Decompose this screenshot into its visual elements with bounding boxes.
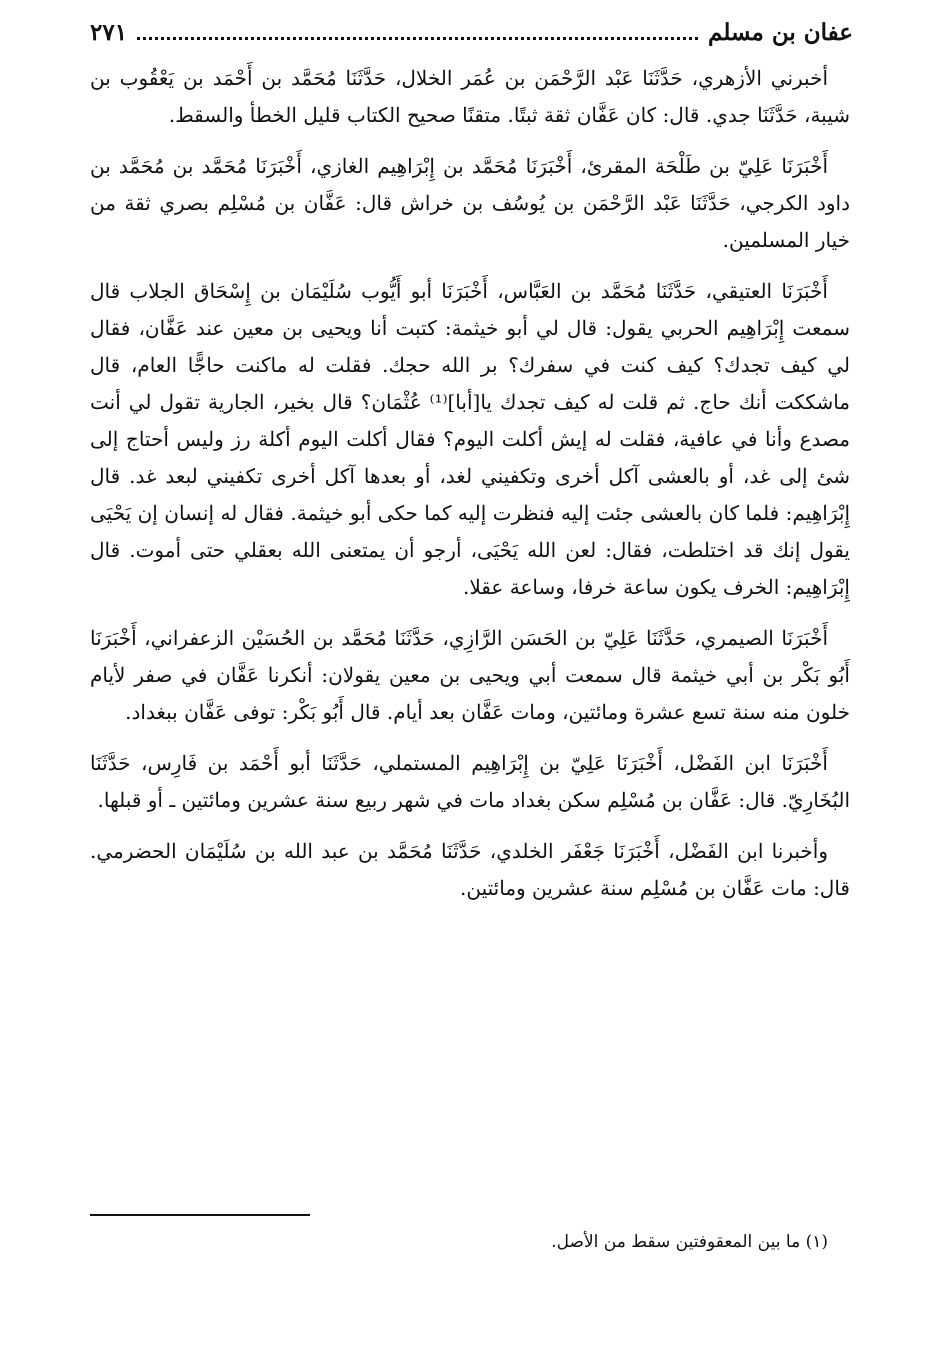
page-number: ٢٧١ (90, 18, 128, 46)
paragraph: وأخبرنا ابن الفَضْل، أَخْبَرَنَا جَعْفَر الخلدي، حَدَّثَنَا مُحَمَّد بن عبد الله بن سُلَيْمَان الحضرمي. قال: مات عَفَّان بن مُسْلِم سنة عشرين ومائتين. (90, 839, 850, 900)
paragraph: أَخْبَرَنَا الصيمري، حَدَّثَنَا عَلِيّ بن الحَسَن الرَّازِي، حَدَّثَنَا مُحَمَّد بن الحُسَيْن الزعفراني، أَخْبَرَنَا أَبُو بَكْر بن أبي خيثمة قال سمعت أبي ويحيى بن معين يقولان: أنكرنا عَفَّان في صفر لأيام خلون منه سنة تسع عشرة ومائتين، ومات عَفَّان بعد أيام. قال أَبُو بَكْر: توفى عَفَّان ببغداد. (90, 626, 850, 724)
running-title: عفان بن مسلم (708, 18, 853, 46)
footnote: (١) ما بين المعقوفتين سقط من الأصل. (551, 1232, 828, 1252)
paragraph: أخبرني الأزهري، حَدَّثَنَا عَبْد الرَّحْمَن بن عُمَر الخلال، حَدَّثَنَا مُحَمَّد بن أَحْمَد بن يَعْقُوب بن شيبة، حَدَّثَنَا جدي. قال: كان عَفَّان ثقة ثبتًا. متقنًا صحيح الكتاب قليل الخطأ والسقط. (90, 66, 850, 127)
main-text (90, 60, 850, 921)
paragraph: أَخْبَرَنَا ابن الفَضْل، أَخْبَرَنَا عَلِيّ بن إِبْرَاهِيم المستملي، حَدَّثَنَا أبو أَحْمَد بن فَارِس، حَدَّثَنَا البُخَارِيّ. قال: عَفَّان بن مُسْلِم سكن بغداد مات في شهر ربيع سنة عشرين ومائتين ـ أو قبلها. (90, 751, 850, 812)
dotted-leader (137, 37, 698, 40)
running-header (90, 14, 853, 50)
footnote-divider (90, 1214, 310, 1216)
paragraph: أَخْبَرَنَا العتيقي، حَدَّثَنَا مُحَمَّد بن العَبَّاس، أَخْبَرَنَا أبو أَيُّوب سُلَيْمَان بن إِسْحَاق الجلاب قال سمعت إِبْرَاهِيم الحربي يقول: قال لي أبو خيثمة: كتبت أنا ويحيى بن معين عند عَفَّان، فقال لي كيف تجدك؟ كيف كنت في سفرك؟ بر الله حجك. فقلت له ماكنت حاجًّا العام، قال ماشككت أنك حاج. ثم قلت له كيف تجدك يا[أبا]⁽¹⁾ عُثْمَان؟ قال بخير، الجارية تقول لي أنت مصدع وأنا في عافية، فقلت له إيش أكلت اليوم؟ فقال أكلت اليوم أكلة رز وليس أحتاج إلى شئ إلى غد، أو بالعشى آكل أخرى وتكفيني لغد، أو بعدها آكل أخرى تكفيني لبعد غد. قال إِبْرَاهِيم: فلما كان بالعشى جئت إليه فنظرت إليه كما حكى أبو خيثمة. فقال له إنسان إن يَحْيَى يقول إنك قد اختلطت، فقال: لعن الله يَحْيَى، أرجو أن يمتعنى الله بعقلي حتى أموت. قال إِبْرَاهِيم: الخرف يكون ساعة خرفا، وساعة عقلا. (90, 279, 851, 599)
paragraph: أَخْبَرَنَا عَلِيّ بن طَلْحَة المقرئ، أَخْبَرَنَا مُحَمَّد بن إِبْرَاهِيم الغازي، أَخْبَرَنَا مُحَمَّد بن مُحَمَّد بن داود الكرجي، حَدَّثَنَا عَبْد الرَّحْمَن بن يُوسُف بن خراش قال: عَفَّان بن مُسْلِم بصري ثقة من خيار المسلمين. (90, 154, 850, 252)
